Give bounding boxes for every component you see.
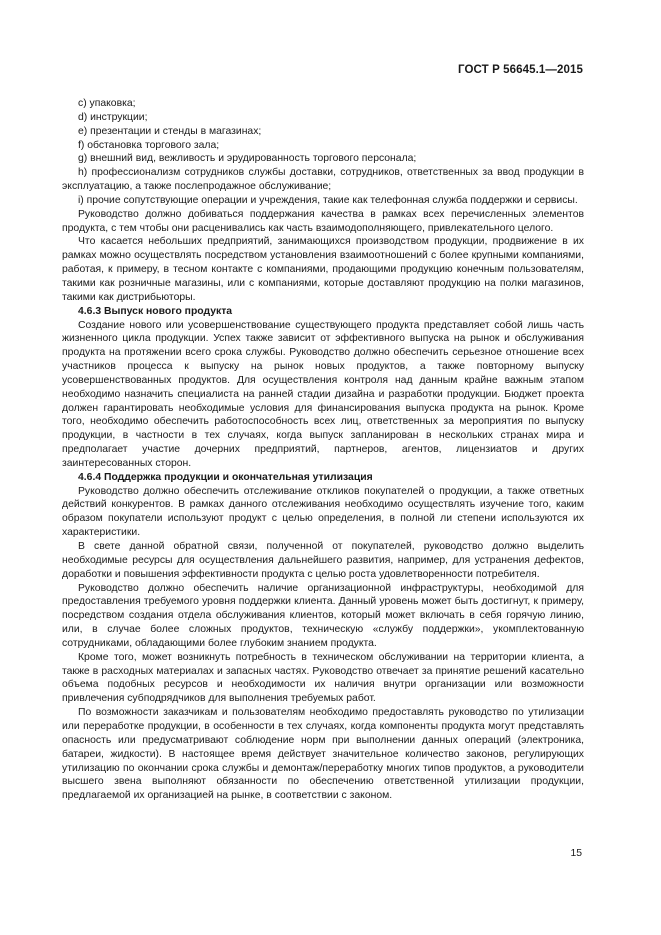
list-item-f: f) обстановка торгового зала; — [78, 139, 220, 151]
list-item-h: h) профессионализм сотрудников службы доставки, сотрудников, ответственных за ввод продукции в эксплуатацию, а также послепродажное обслуживание; — [62, 167, 584, 193]
paragraph: По возможности заказчикам и пользователям необходимо предоставлять руководство по утилизации или переработке продукции, в особенности в тех случаях, когда компоненты продукта могут представлять опасность или предусматривают соблюдение норм при выполнении данных операций (электроника, батареи, жидкости). В настоящее время действует значительное количество законов, регулирующих утилизацию по окончании срока службы и демонтаж/переработку многих типов продуктов, а руководители высшего звена выполняют обязанности по обеспечению ответственной утилизации продукции, предлагаемой их организацией на рынке, в соответствии с законом. — [62, 707, 584, 802]
list-item-e: e) презентации и стенды в магазинах; — [78, 125, 262, 137]
list-item-c: c) упаковка; — [78, 98, 136, 109]
page-number: 15 — [570, 848, 582, 859]
section-heading-4-6-3: 4.6.3 Выпуск нового продукта — [78, 305, 233, 317]
document-body — [62, 97, 584, 803]
paragraph: Создание нового или усовершенствование существующего продукта представляет собой лишь часть жизненного цикла продукции. Успех также зависит от эффективного выпуска на рынок и обслуживания продукта на протяжении всего срока службы. Руководство должно обеспечить серьезное отношение всех участников процесса к выпуску на рынок новых продуктов, а также повторному выпуску усовершенствованных продуктов. Для осуществления контроля над данным крайне важным этапом необходимо назначить специалиста на ранней стадии дизайна и разработки продукции. Бюджет проекта должен гарантировать необходимые условия для финансирования выпуска продукта на рынок. Кроме того, необходимо обеспечить работоспособность всех лиц, ответственных за мероприятия по выпуску продукции, в частности в тех случаях, когда выпуск запланирован в нескольких странах мира и предполагает участие дочерних предприятий, партнеров, агентов, лицензиатов и других заинтересованных сторон. — [62, 319, 584, 469]
list-item-i: i) прочие сопутствующие операции и учреждения, такие как телефонная служба поддержки и сервисы. — [78, 194, 578, 206]
paragraph: Руководство должно обеспечить наличие организационной инфраструктуры, необходимой для предоставления требуемого уровня поддержки клиента. Данный уровень может быть достигнут, к примеру, посредством создания отдела обслуживания клиентов, который может включать в себя горячую линию, или, в случае более сложных продуктов, техническую «службу поддержки», укомплектованную сотрудниками, обладающими более глубоким знанием продукта. — [62, 582, 584, 649]
paragraph: Что касается небольших предприятий, занимающихся производством продукции, продвижение в их рамках можно осуществлять посредством установления взаимоотношений с более крупными компаниями, работая, к примеру, в тесном контакте с компаниями, продающими продукцию конечным пользователям, такими как розничные магазины, или с компаниями, которые доставляют продукцию на полки магазинов, такими как дистрибьюторы. — [62, 236, 584, 303]
paragraph: Кроме того, может возникнуть потребность в техническом обслуживании на территории клиента, а также в расходных материалах и запасных частях. Руководство отвечает за принятие решений касательно объема подобных ресурсов и необходимости их наличия внутри организации или возможности привлечения субподрядчиков для выполнения требуемых работ. — [62, 651, 584, 705]
list-item-g: g) внешний вид, вежливость и эрудированность торгового персонала; — [78, 153, 417, 165]
list-item-d: d) инструкции; — [78, 111, 148, 123]
paragraph: Руководство должно добиваться поддержания качества в рамках всех перечисленных элементов продукта, с тем чтобы они расценивались как часть взаимодополняющего, привлекательного целого. — [62, 208, 584, 234]
paragraph: В свете данной обратной связи, полученной от покупателей, руководство должно выделить необходимые ресурсы для осуществления дальнейшего развития, например, для устранения дефектов, доработки и повышения эффективности продукта с целью роста удовлетворенности потребителя. — [62, 541, 584, 580]
section-heading-4-6-4: 4.6.4 Поддержка продукции и окончательная утилизация — [78, 471, 373, 483]
document-header: ГОСТ Р 56645.1—2015 — [458, 64, 583, 76]
paragraph: Руководство должно обеспечить отслеживание откликов покупателей о продукции, а также ответных действий конкурентов. В рамках данного отслеживания необходимо осуществлять изучение того, каким образом покупатели используют продукт с целью определения, в полной ли степени используются их характеристики. — [62, 485, 584, 539]
